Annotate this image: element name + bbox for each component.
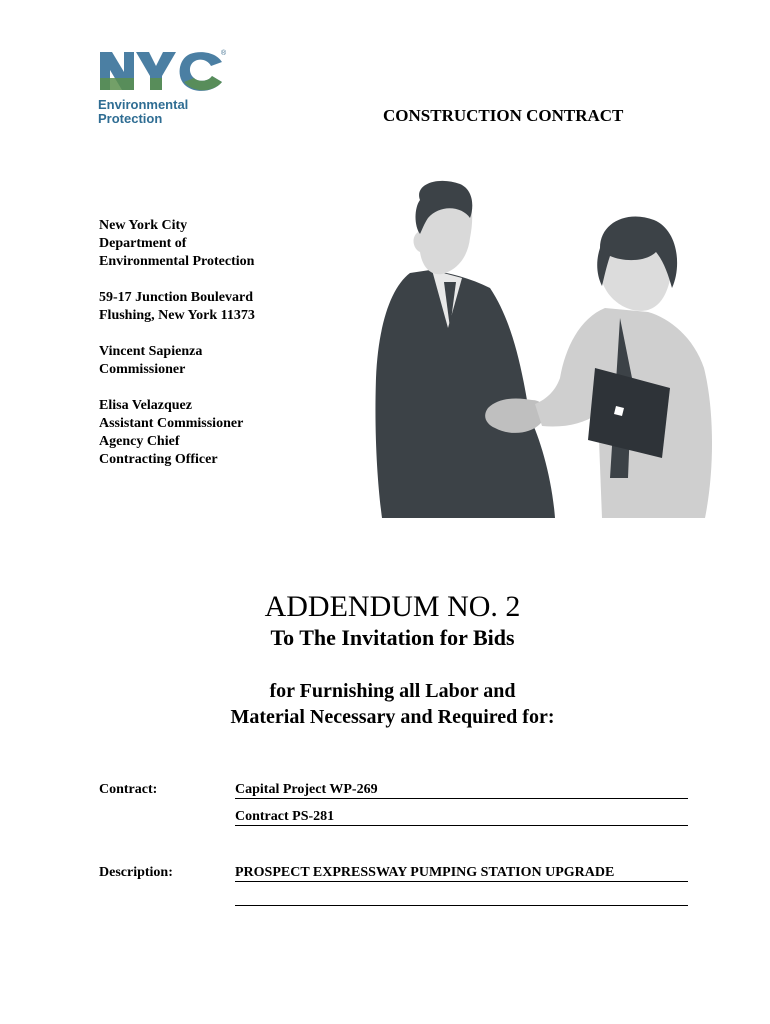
contract-value-contract-number: Contract PS-281	[235, 809, 688, 826]
agency-address-block	[99, 217, 255, 487]
officer-title: Assistant Commissioner	[99, 416, 244, 431]
agency-line: New York City	[99, 218, 188, 233]
contract-label: Contract:	[99, 782, 158, 797]
commissioner-title: Commissioner	[99, 362, 186, 377]
contract-value-capital-project: Capital Project WP-269	[235, 782, 688, 799]
handshake-illustration	[370, 178, 720, 523]
commissioner-block	[99, 343, 255, 379]
commissioner-name: Vincent Sapienza	[99, 344, 203, 359]
document-title: CONSTRUCTION CONTRACT	[383, 106, 624, 125]
nyc-dep-logo	[98, 48, 228, 130]
officer-block	[99, 397, 255, 469]
officer-name: Elisa Velazquez	[99, 398, 192, 413]
address-line: 59-17 Junction Boulevard	[99, 290, 254, 305]
description-label: Description:	[99, 865, 173, 880]
agency-line: Environmental Protection	[99, 254, 255, 269]
description-value: PROSPECT EXPRESSWAY PUMPING STATION UPGRADE	[235, 865, 688, 882]
street-address-block	[99, 289, 255, 325]
address-line: Flushing, New York 11373	[99, 308, 255, 323]
logo-text-line-2: Protection	[98, 111, 163, 126]
addendum-purpose-line-1: for Furnishing all Labor and	[269, 680, 516, 702]
addendum-purpose-line-2: Material Necessary and Required for:	[230, 706, 555, 728]
nyc-logo-mark	[98, 48, 226, 94]
logo-text-line-1: Environmental	[98, 97, 189, 112]
logo-text	[98, 98, 188, 126]
agency-name-block	[99, 217, 255, 271]
addendum-subtitle: To The Invitation for Bids	[270, 625, 515, 650]
agency-line: Department of	[99, 236, 187, 251]
registered-mark-icon: ®	[221, 50, 227, 57]
officer-title: Agency Chief	[99, 434, 180, 449]
officer-title: Contracting Officer	[99, 452, 218, 467]
addendum-title: ADDENDUM NO. 2	[264, 590, 521, 623]
description-blank-line	[235, 905, 688, 906]
